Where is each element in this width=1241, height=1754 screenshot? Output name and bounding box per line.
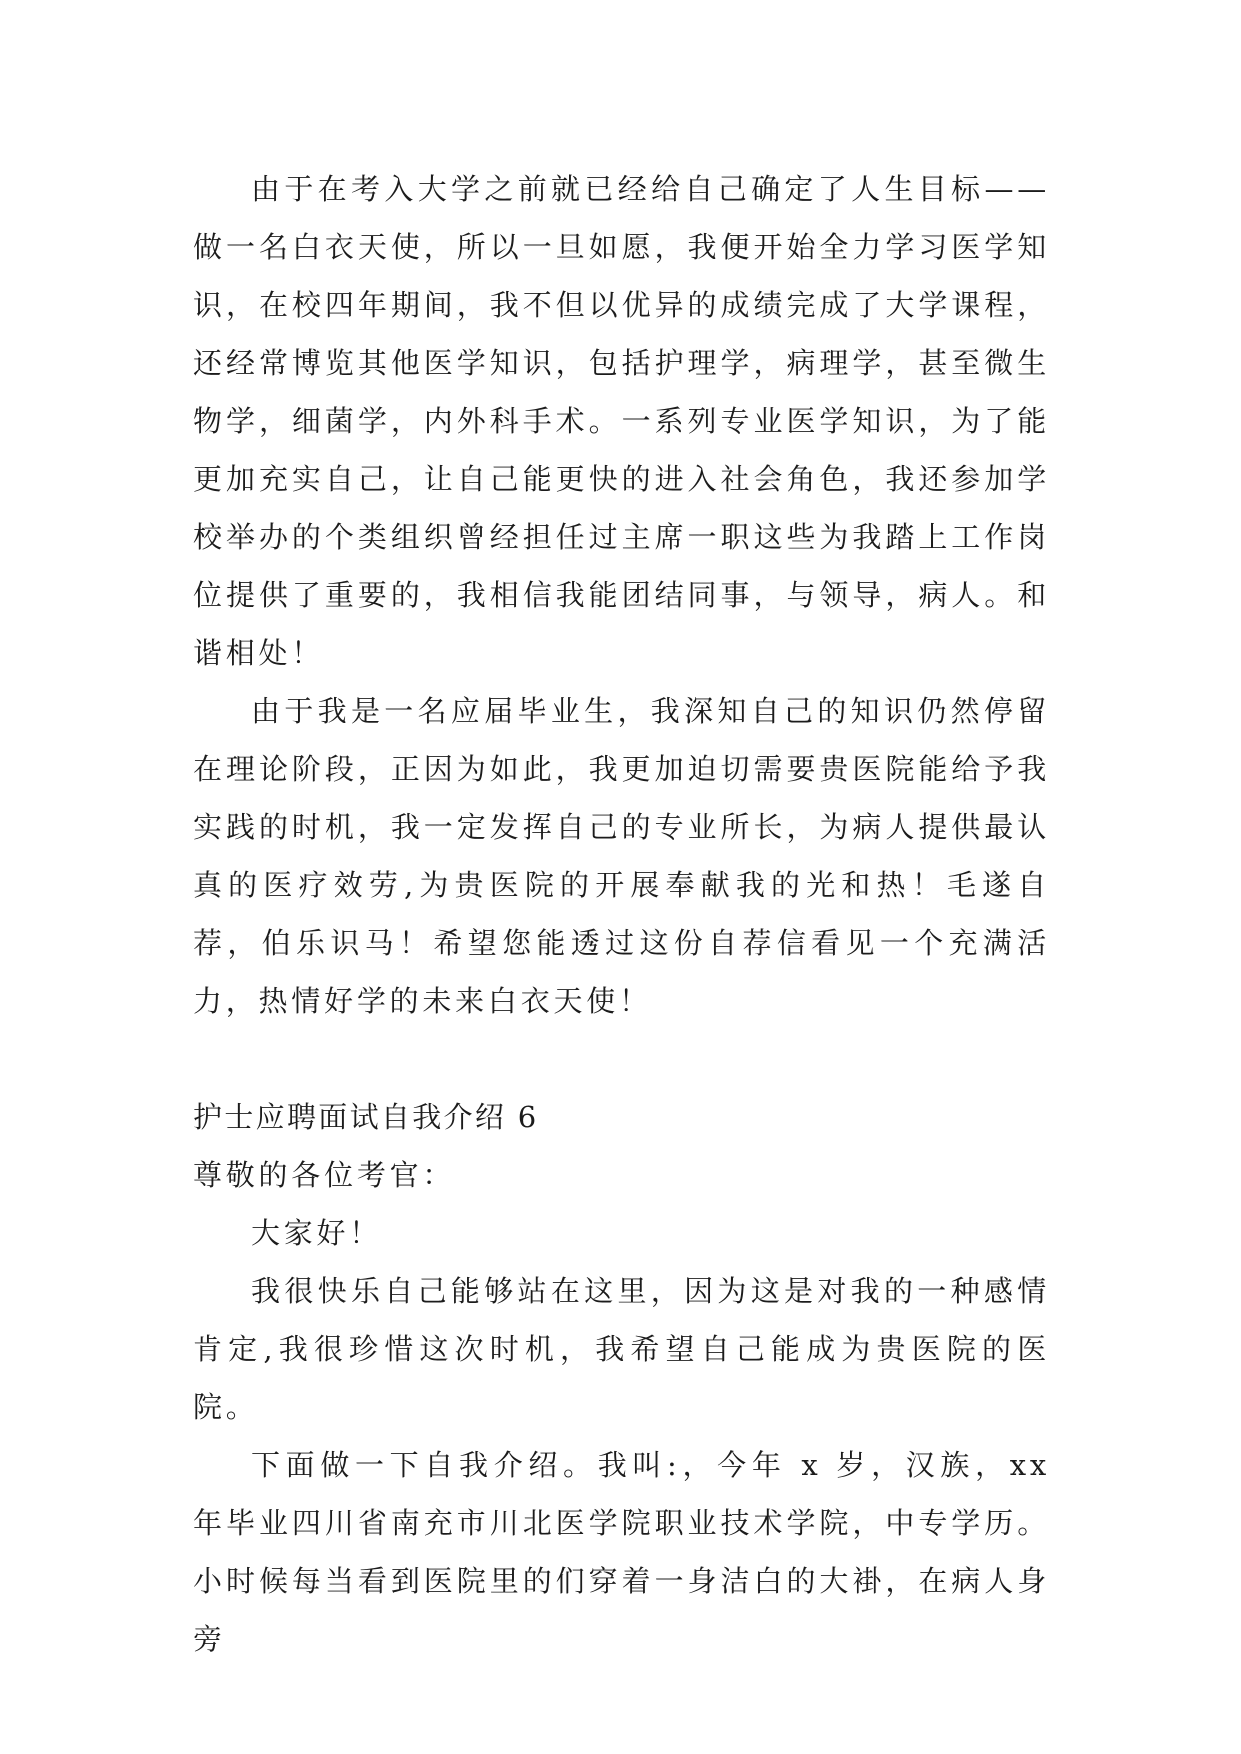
body-paragraph: 下面做一下自我介绍。我叫:，今年 x 岁，汉族，xx 年毕业四川省南充市川北医学院职业技术学院，中专学历。小时候每当看到医院里的们穿着一身洁白的大褂，在病人身旁 (193, 1448, 1050, 1656)
paragraph-gap (193, 1030, 1050, 1088)
section-title: 护士应聘面试自我介绍 6 (193, 1100, 539, 1134)
document-body (193, 160, 1050, 1668)
body-paragraph: 由于在考入大学之前就已经给自己确定了人生目标——做一名白衣天使，所以一旦如愿，我便开始全力学习医学知识，在校四年期间，我不但以优异的成绩完成了大学课程，还经常博览其他医学知识，包括护理学，病理学，甚至微生物学，细菌学，内外科手术。一系列专业医学知识，为了能更加充实自己，让自己能更快的进入社会角色，我还参加学校举办的个类组织曾经担任过主席一职这些为我踏上工作岗位提供了重要的，我相信我能团结同事，与领导，病人。和谐相处！ (193, 172, 1050, 670)
greeting: 大家好！ (251, 1216, 383, 1250)
body-paragraph: 我很快乐自己能够站在这里，因为这是对我的一种感情肯定,我很珍惜这次时机，我希望自己能成为贵医院的医院。 (193, 1274, 1050, 1424)
body-paragraph: 由于我是一名应届毕业生，我深知自己的知识仍然停留在理论阶段，正因为如此，我更加迫切需要贵医院能给予我实践的时机，我一定发挥自己的专业所长，为病人提供最认真的医疗效劳,为贵医院的开展奉献我的光和热！毛遂自荐，伯乐识马！希望您能透过这份自荐信看见一个充满活力，热情好学的未来白衣天使！ (193, 694, 1050, 1018)
salutation: 尊敬的各位考官： (193, 1158, 456, 1192)
